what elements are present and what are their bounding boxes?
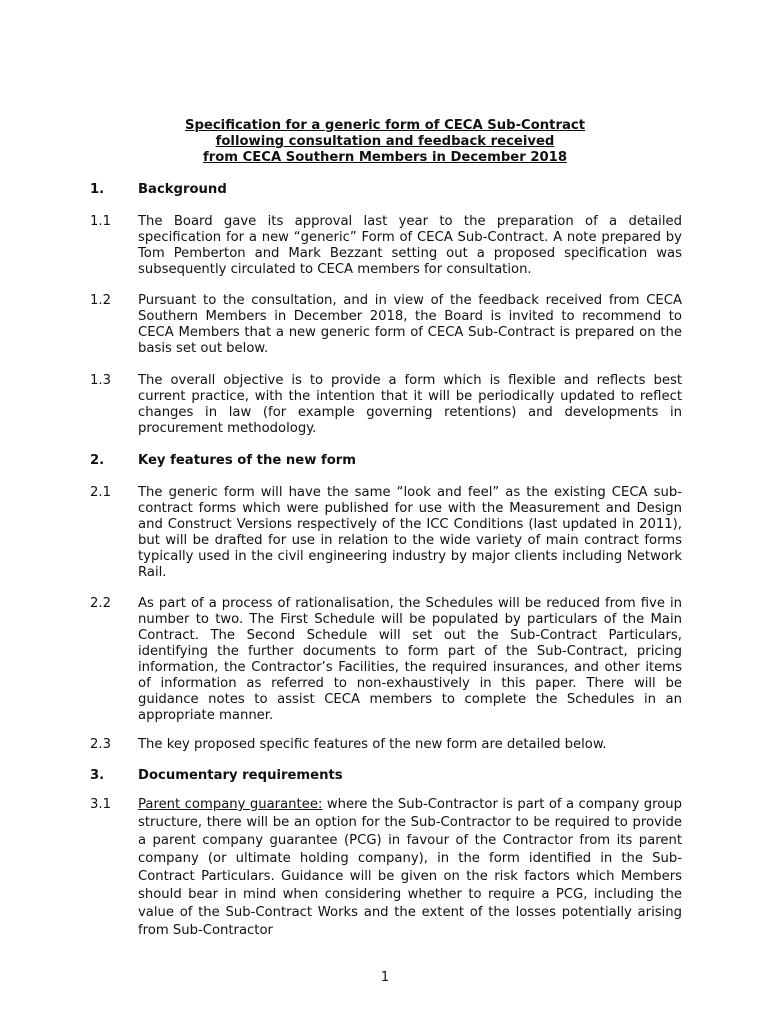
- paragraph-lead-term: Parent company guarantee:: [138, 797, 323, 812]
- title-line-3: from CECA Southern Members in December 2018: [202, 150, 568, 165]
- section-heading: Background: [138, 182, 227, 197]
- paragraph-text: The Board gave its approval last year to the preparation of a detailed specification for a new “generic” Form of CECA Sub-Contract. A note prepared by Tom Pemberton and Mark Bezzant setting out a proposed specification was subsequently circulated to CECA members for consultation.: [138, 214, 682, 277]
- page-number: 1: [380, 970, 390, 985]
- title-line-1: Specification for a generic form of CECA Sub-Contract: [184, 118, 586, 133]
- paragraph-text: The key proposed specific features of the new form are detailed below.: [138, 737, 607, 752]
- paragraph-2-3: [90, 737, 682, 753]
- paragraph-2-1: [90, 485, 682, 581]
- paragraph-text: The overall objective is to provide a form which is flexible and reflects best current practice, with the intention that it will be periodically updated to reflect changes in law (for example governing retentions) and developments in procurement methodology.: [138, 373, 682, 436]
- section-1-heading: [90, 182, 682, 198]
- paragraph-number: 2.3: [90, 737, 111, 752]
- section-number: 3.: [90, 768, 105, 783]
- section-number: 1.: [90, 182, 105, 197]
- paragraph-number: 2.1: [90, 485, 111, 500]
- paragraph-1-2: [90, 293, 682, 357]
- paragraph-text: The generic form will have the same “look and feel” as the existing CECA sub-contract forms which were published for use with the Measurement and Design and Construct Versions respectively of the ICC Conditions (last updated in 2011), but will be drafted for use in relation to the wide variety of main contract forms typically used in the civil engineering industry by major clients including Network Rail.: [138, 485, 682, 580]
- document-title: [140, 118, 630, 166]
- paragraph-3-1: [90, 796, 682, 940]
- paragraph-1-3: [90, 373, 682, 437]
- section-heading: Key features of the new form: [138, 453, 357, 468]
- paragraph-number: 3.1: [90, 797, 111, 812]
- section-3-heading: [90, 768, 682, 784]
- section-heading: Documentary requirements: [138, 768, 343, 783]
- paragraph-text: As part of a process of rationalisation, the Schedules will be reduced from five in number to two. The First Schedule will be populated by particulars of the Main Contract. The Second Schedule will set out the Sub-Contract Particulars, identifying the further documents to form part of the Sub-Contract, pricing information, the Contractor’s Facilities, the required insurances, and other items of information as referred to non-exhaustively in this paper. There will be guidance notes to assist CECA members to complete the Schedules in an appropriate manner.: [138, 596, 682, 723]
- section-number: 2.: [90, 453, 105, 468]
- paragraph-number: 1.2: [90, 293, 111, 308]
- paragraph-body: where the Sub-Contractor is part of a company group structure, there will be an option for the Sub-Contractor to be required to provide a parent company guarantee (PCG) in favour of the Contractor from its parent company (or ultimate holding company), in the form identified in the Sub-Contract Particulars. Guidance will be given on the risk factors which Members should bear in mind when considering whether to require a PCG, including the value of the Sub-Contract Works and the extent of the losses potentially arising from Sub-Contractor: [138, 797, 683, 938]
- paragraph-number: 1.3: [90, 373, 111, 388]
- title-line-2: following consultation and feedback received: [215, 134, 555, 149]
- paragraph-number: 2.2: [90, 596, 111, 611]
- paragraph-text: [138, 796, 682, 940]
- paragraph-2-2: [90, 596, 682, 724]
- paragraph-text: Pursuant to the consultation, and in view of the feedback received from CECA Southern Members in December 2018, the Board is invited to recommend to CECA Members that a new generic form of CECA Sub-Contract is prepared on the basis set out below.: [138, 293, 682, 356]
- paragraph-1-1: [90, 214, 682, 278]
- section-2-heading: [90, 453, 682, 469]
- paragraph-number: 1.1: [90, 214, 111, 229]
